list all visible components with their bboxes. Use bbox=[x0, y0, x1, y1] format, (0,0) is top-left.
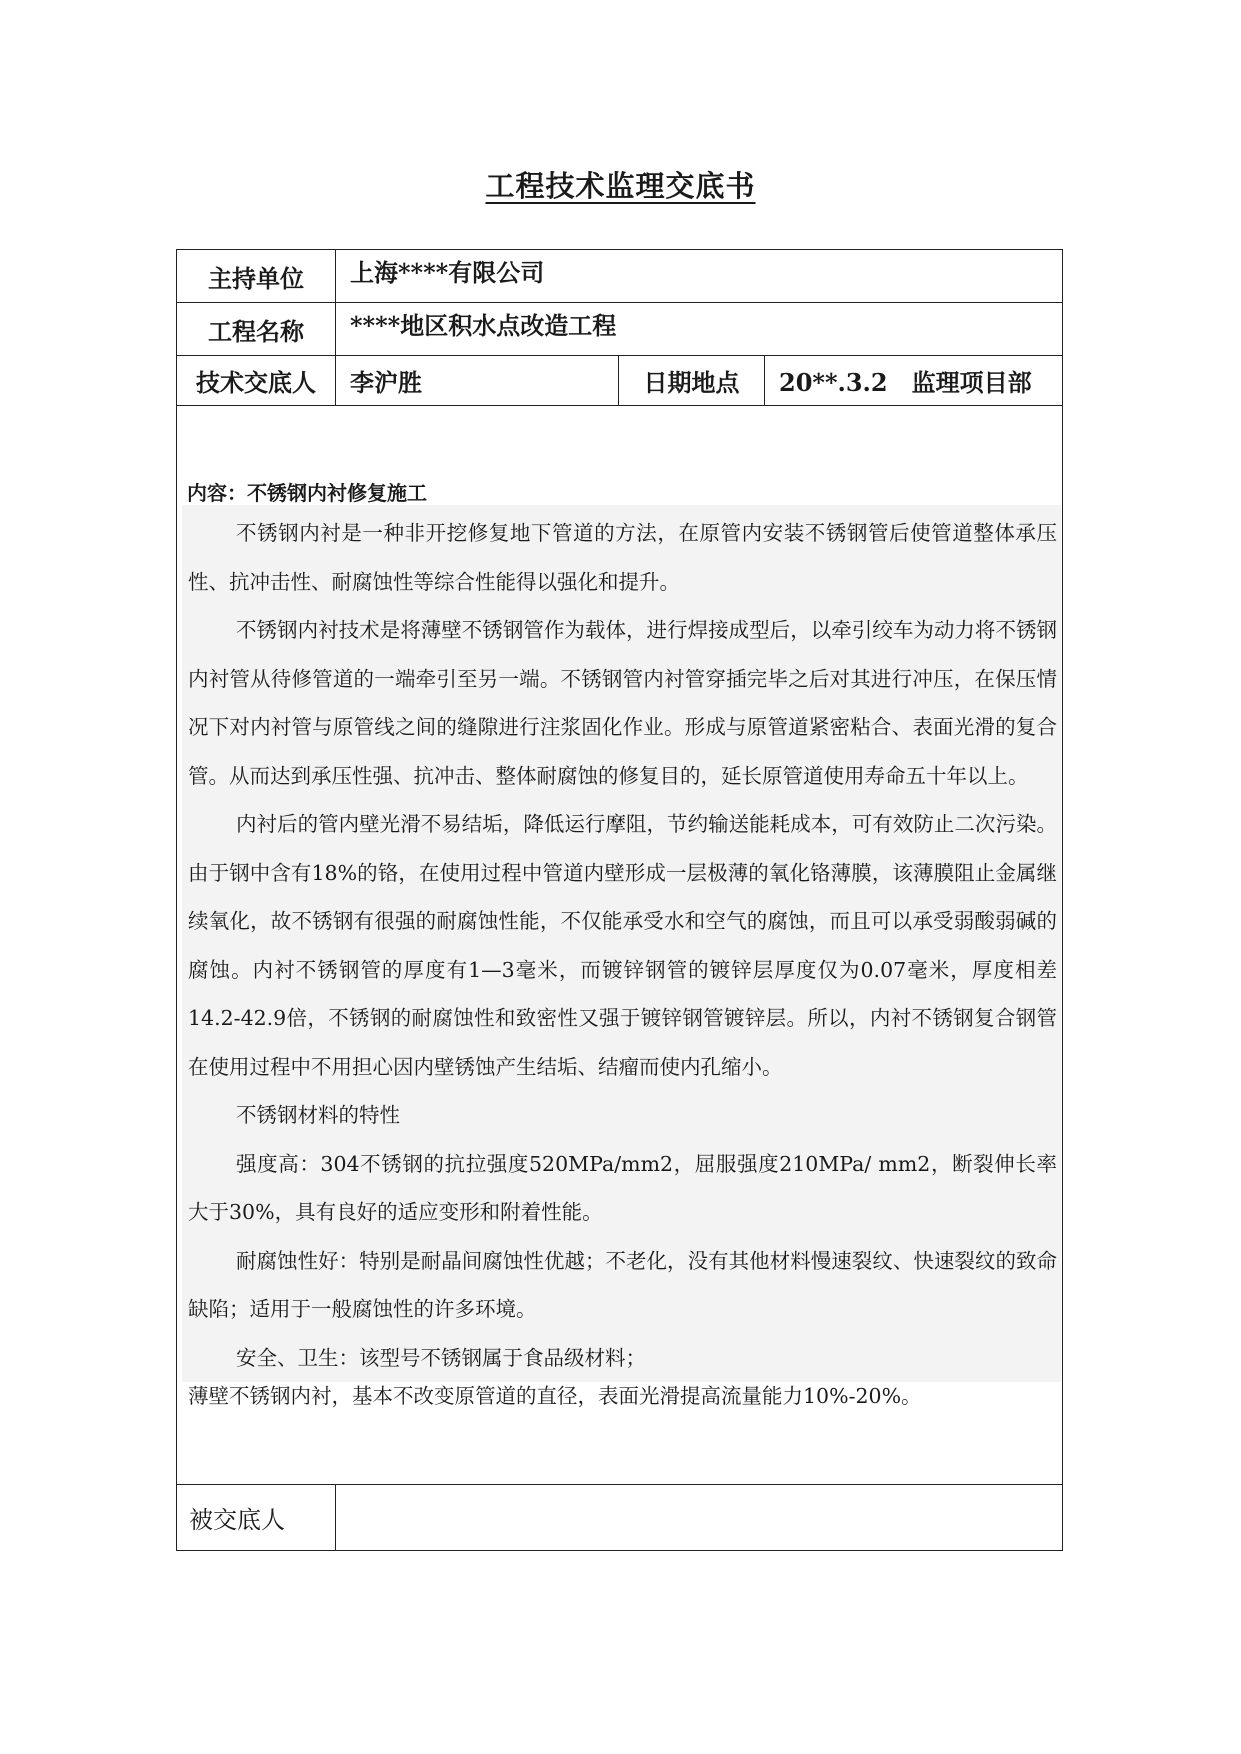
tech-label: 技术交底人 bbox=[177, 356, 336, 406]
paragraph: 安全、卫生：该型号不锈钢属于食品级材料； bbox=[236, 1345, 646, 1370]
paragraph: 不锈钢材料的特性 bbox=[236, 1103, 400, 1127]
handover-form-table bbox=[176, 249, 1063, 1551]
tech-value: 李沪胜 bbox=[336, 356, 619, 406]
content-heading: 内容：不锈钢内衬修复施工 bbox=[187, 481, 427, 505]
document-title: 工程技术监理交底书 bbox=[485, 169, 756, 203]
content-row bbox=[177, 406, 1063, 1485]
project-value: ****地区积水点改造工程 bbox=[336, 303, 1063, 356]
receiver-label: 被交底人 bbox=[177, 1485, 336, 1551]
paragraph: 强度高：304不锈钢的抗拉强度520MPa/mm2，屈服强度210MPa/ mm2，断裂伸长率大于30%，具有良好的适应变形和附着性能。 bbox=[188, 1151, 1057, 1224]
content-cell bbox=[177, 406, 1063, 1485]
paragraph: 耐腐蚀性好：特别是耐晶间腐蚀性优越；不老化，没有其他材料慢速裂纹、快速裂纹的致命缺陷；适用于一般腐蚀性的许多环境。 bbox=[188, 1248, 1057, 1321]
project-row bbox=[177, 303, 1063, 356]
closing-line: 薄壁不锈钢内衬，基本不改变原管道的直径，表面光滑提高流量能力10%-20%。 bbox=[188, 1384, 922, 1408]
tech-row bbox=[177, 356, 1063, 406]
date-label: 日期地点 bbox=[619, 356, 765, 406]
host-value: 上海****有限公司 bbox=[336, 250, 1063, 303]
project-label: 工程名称 bbox=[177, 303, 336, 356]
host-label: 主持单位 bbox=[177, 250, 336, 303]
date-value: 20**.3.2 监理项目部 bbox=[765, 356, 1063, 406]
content-body bbox=[182, 505, 1061, 1382]
paragraph: 不锈钢内衬技术是将薄壁不锈钢管作为载体，进行焊接成型后，以牵引绞车为动力将不锈钢内衬管从待修管道的一端牵引至另一端。不锈钢管内衬管穿插完毕之后对其进行冲压，在保压情况下对内衬管与原管线之间的缝隙进行注浆固化作业。形成与原管道紧密粘合、表面光滑的复合管。从而达到承压性强、抗冲击、整体耐腐蚀的修复目的，延长原管道使用寿命五十年以上。 bbox=[188, 618, 1057, 788]
host-row bbox=[177, 250, 1063, 303]
receiver-row bbox=[177, 1485, 1063, 1551]
paragraph: 内衬后的管内壁光滑不易结垢，降低运行摩阻，节约输送能耗成本，可有效防止二次污染。由于钢中含有18%的铬，在使用过程中管道内壁形成一层极薄的氧化铬薄膜，该薄膜阻止金属继续氧化，故不锈钢有很强的耐腐蚀性能，不仅能承受水和空气的腐蚀，而且可以承受弱酸弱碱的腐蚀。内衬不锈钢管的厚度有1—3毫米，而镀锌钢管的镀锌层厚度仅为0.07毫米，厚度相差14.2-42.9倍，不锈钢的耐腐蚀性和致密性又强于镀锌钢管镀锌层。所以，内衬不锈钢复合钢管在使用过程中不用担心因内壁锈蚀产生结垢、结瘤而使内孔缩小。 bbox=[188, 812, 1057, 1079]
receiver-value bbox=[336, 1485, 1063, 1551]
paragraph: 不锈钢内衬是一种非开挖修复地下管道的方法，在原管内安装不锈钢管后使管道整体承压性、抗冲击性、耐腐蚀性等综合性能得以强化和提升。 bbox=[188, 521, 1057, 594]
